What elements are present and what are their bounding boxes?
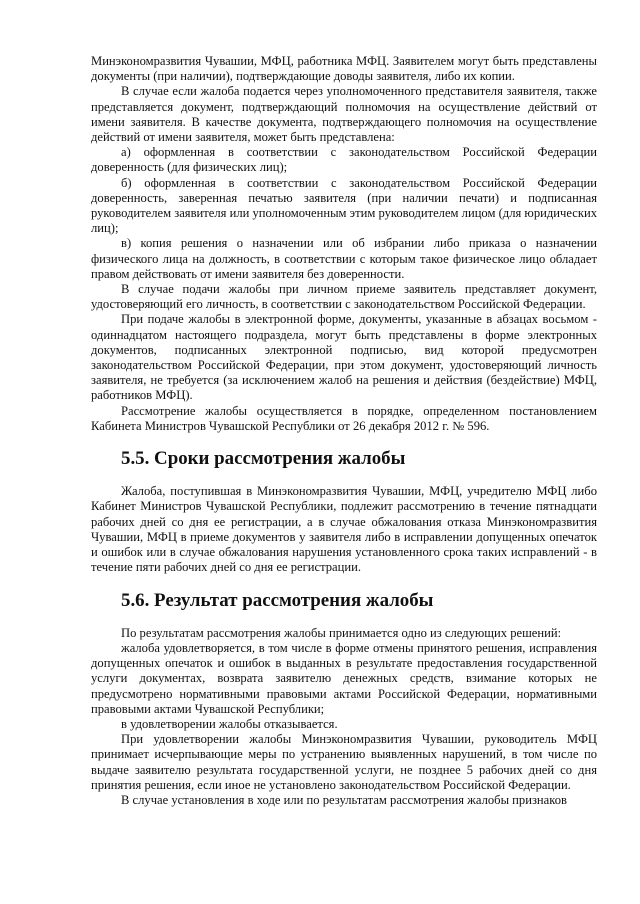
paragraph-review-terms: Жалоба, поступившая в Минэкономразвития Чувашии, МФЦ, учредителю МФЦ либо Кабинет Министров Чувашской Республики, подлежит рассмотрению в течение пятнадцати рабочих дней со дня ее регистрации, а в случае обжалования отказа Минэкономразвития Чувашии, МФЦ в приеме документов у заявителя либо в исправлении допущенных опечаток и ошибок или в случае обжалования нарушения установленного срока таких исправлений - в течение пяти рабочих дней со дня ее регистрации.: [91, 484, 597, 575]
paragraph-decision-satisfied: жалоба удовлетворяется, в том числе в форме отмены принятого решения, исправления допущенных опечаток и ошибок в выданных в результате предоставления государственной услуги документах, возврата заявителю денежных средств, взимание которых не предусмотрено нормативными правовыми актами Российской Федерации, нормативными правовыми актами Чувашской Республики;: [91, 640, 597, 716]
paragraph-representative: В случае если жалоба подается через уполномоченного представителя заявителя, также представляется документ, подтверждающий полномочия на осуществление действий от имени заявителя. В качестве документа, подтверждающего полномочия на осуществление действий от имени заявителя, может быть представлена:: [91, 84, 597, 145]
document-page: [91, 54, 597, 808]
section-heading-5-5: 5.5. Сроки рассмотрения жалобы: [121, 448, 406, 470]
paragraph-remedy-measures: При удовлетворении жалобы Минэкономразвития Чувашии, руководитель МФЦ принимает исчерпывающие меры по устранению выявленных нарушений, в том числе по выдаче заявителю результата государственной услуги, не позднее 5 рабочих дней со дня принятия решения, если иное не установлено законодательством Российской Федерации.: [91, 732, 597, 792]
paragraph-decisions-intro: По результатам рассмотрения жалобы принимается одно из следующих решений:: [121, 625, 562, 640]
paragraph-documents-continuation: Минэкономразвития Чувашии, МФЦ, работника МФЦ. Заявителем могут быть представлены документы (при наличии), подтверждающие доводы заявителя, либо их копии.: [91, 54, 597, 84]
paragraph-personal-reception: В случае подачи жалобы при личном приеме заявитель представляет документ, удостоверяющий его личность, в соответствии с законодательством Российской Федерации.: [91, 282, 597, 312]
paragraph-decision-refused: в удовлетворении жалобы отказывается.: [121, 716, 338, 731]
section-heading-5-6: 5.6. Результат рассмотрения жалобы: [121, 589, 434, 611]
paragraph-review-procedure: Рассмотрение жалобы осуществляется в порядке, определенном постановлением Кабинета Министров Чувашской Республики от 26 декабря 2012 г. № 596.: [91, 403, 597, 433]
paragraph-violation-signs: В случае установления в ходе или по результатам рассмотрения жалобы признаков: [121, 792, 567, 807]
paragraph-electronic-form: При подаче жалобы в электронной форме, документы, указанные в абзацах восьмом - одиннадцатом настоящего подраздела, могут быть представлены в форме электронных документов, подписанных электронной подписью, вид которой предусмотрен законодательством Российской Федерации, при этом документ, удостоверяющий личность заявителя, не требуется (за исключением жалоб на решения и действия (бездействие) МФЦ, работников МФЦ).: [91, 312, 597, 403]
paragraph-item-c: в) копия решения о назначении или об избрании либо приказа о назначении физического лица на должность, в соответствии с которым такое физическое лицо обладает правом действовать от имени заявителя без доверенности.: [91, 236, 597, 281]
paragraph-item-b: б) оформленная в соответствии с законодательством Российской Федерации доверенность, заверенная печатью заявителя (при наличии печати) и подписанная руководителем заявителя или уполномоченным этим руководителем лицом (для юридических лиц);: [91, 175, 598, 236]
paragraph-item-a: а) оформленная в соответствии с законодательством Российской Федерации доверенность (для физических лиц);: [91, 145, 597, 175]
